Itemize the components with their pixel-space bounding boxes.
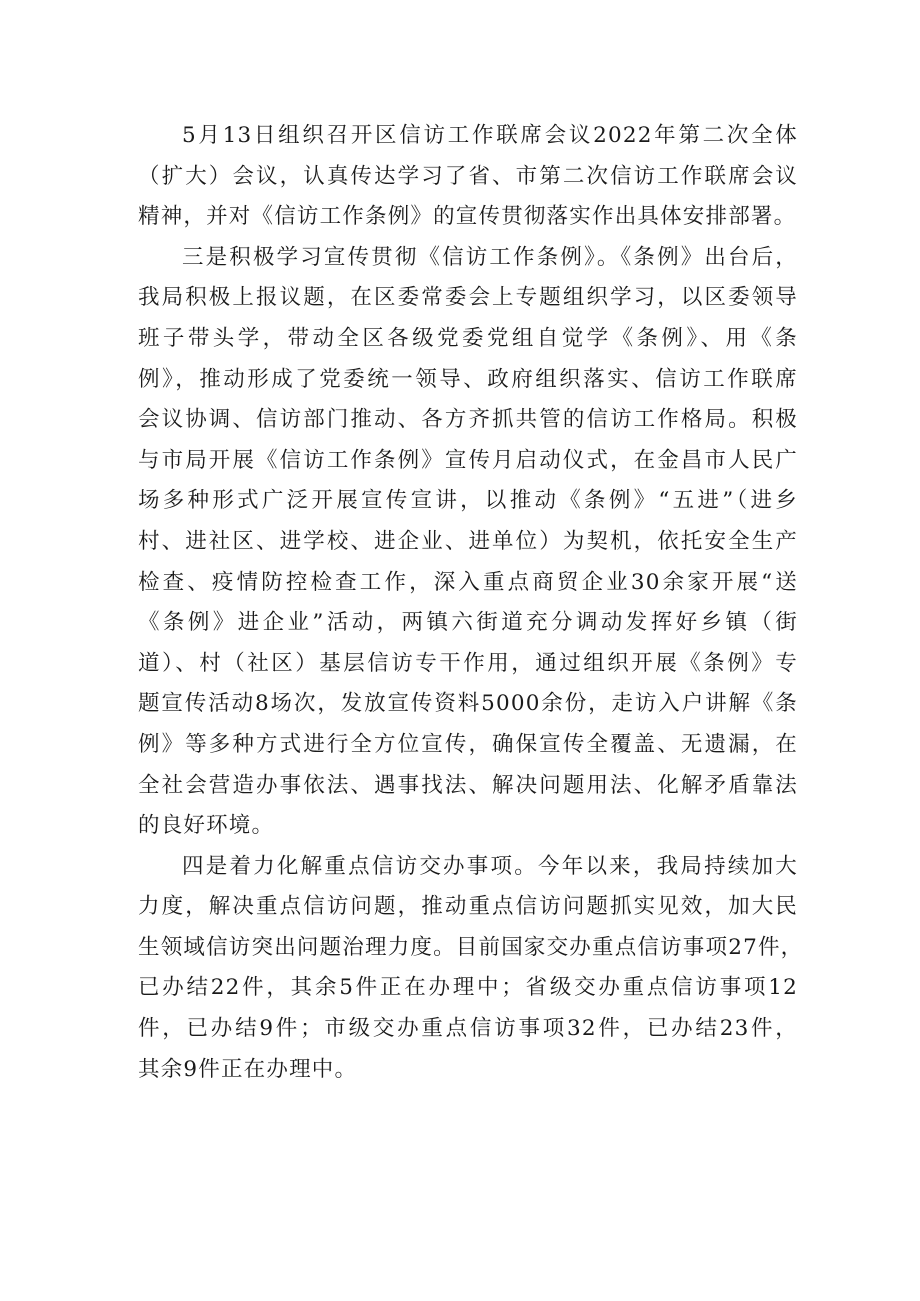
text-line: 全社会营造办事依法、遇事找法、解决问题用法、化解矛盾靠法: [138, 772, 798, 798]
text-line: 其余9件正在办理中。: [138, 1056, 358, 1082]
text-line: 的良好环境。: [138, 813, 275, 839]
paragraph-point-three: [138, 238, 798, 847]
text-line: 例》等多种方式进行全方位宣传，确保宣传全覆盖、无遗漏，在: [138, 731, 798, 757]
text-line: 精神，并对《信访工作条例》的宣传贯彻落实作出具体安排部署。: [138, 204, 797, 230]
text-line: 场多种形式广泛开展宣传宣讲，以推动《条例》“五进”（进乡: [138, 488, 798, 514]
text-line: （扩大）会议，认真传达学习了省、市第二次信访工作联席会议: [138, 163, 798, 189]
paragraph-meeting: [138, 116, 798, 238]
text-line: 已办结22件，其余5件正在办理中；省级交办重点信访事项12: [138, 975, 798, 1001]
text-line: 件，已办结9件；市级交办重点信访事项32件，已办结23件，: [138, 1016, 798, 1042]
text-line: 我局积极上报议题，在区委常委会上专题组织学习，以区委领导: [138, 285, 798, 311]
text-line: 《条例》进企业”活动，两镇六街道充分调动发挥好乡镇（街: [138, 610, 798, 636]
text-line: 村、进社区、进学校、进企业、进单位）为契机，依托安全生产: [138, 528, 798, 554]
text-line: 班子带头学，带动全区各级党委党组自觉学《条例》、用《条: [138, 325, 798, 351]
text-line: 检查、疫情防控检查工作，深入重点商贸企业30余家开展“送: [138, 569, 798, 595]
text-line: 5月13日组织召开区信访工作联席会议2022年第二次全体: [182, 123, 798, 148]
text-line: 力度，解决重点信访问题，推动重点信访问题抓实见效，加大民: [138, 894, 798, 920]
text-line: 与市局开展《信访工作条例》宣传月启动仪式，在金昌市人民广: [138, 447, 798, 473]
text-line: 三是积极学习宣传贯彻《信访工作条例》。《条例》出台后，: [182, 244, 798, 270]
text-line: 例》，推动形成了党委统一领导、政府组织落实、信访工作联席: [138, 366, 798, 392]
paragraph-point-four: [138, 847, 804, 1091]
text-line: 四是着力化解重点信访交办事项。今年以来，我局持续加大: [182, 853, 798, 879]
text-line: 题宣传活动8场次，发放宣传资料5000余份，走访入户讲解《条: [138, 691, 798, 717]
document-body: [138, 116, 804, 1090]
text-line: 会议协调、信访部门推动、各方齐抓共管的信访工作格局。积极: [138, 407, 798, 433]
text-line: 道）、村（社区）基层信访专干作用，通过组织开展《条例》专: [138, 650, 798, 676]
text-line: 生领域信访突出问题治理力度。目前国家交办重点信访事项27件，: [138, 934, 804, 960]
